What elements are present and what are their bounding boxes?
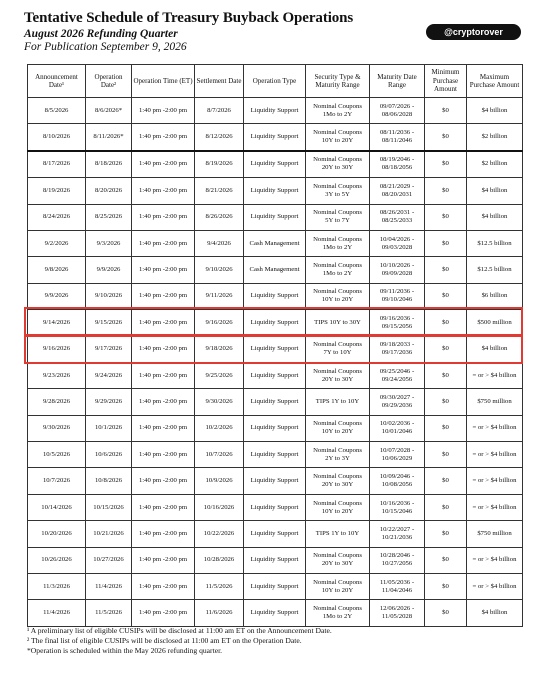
settlement-date-cell: 9/18/2026 (195, 336, 244, 362)
security-type-cell (306, 547, 370, 573)
security-type-line: 10Y to 20Y (321, 507, 354, 515)
maturity-date-line: 09/29/2036 (381, 401, 413, 409)
security-type-line: 3Y to 5Y (325, 190, 350, 198)
table-row (28, 442, 523, 468)
security-type-line: 10Y to 20Y (321, 296, 354, 304)
column-header: Maximum Purchase Amount (467, 65, 523, 98)
maturity-date-line: 10/04/2026 - (379, 235, 415, 243)
security-type-line: Nominal Coupons (313, 288, 362, 296)
maturity-range-cell (370, 494, 425, 520)
table-row (28, 124, 523, 151)
announcement-date-cell: 8/5/2026 (28, 98, 86, 124)
maximum-amount-cell: = or > $4 billion (467, 547, 523, 573)
maturity-range-cell (370, 547, 425, 573)
security-type-line: Nominal Coupons (313, 420, 362, 428)
security-type-line: Nominal Coupons (313, 578, 362, 586)
minimum-amount-cell: $0 (425, 468, 467, 494)
minimum-amount-cell: $0 (425, 494, 467, 520)
maximum-amount-cell: = or > $4 billion (467, 494, 523, 520)
security-type-line: Nominal Coupons (313, 552, 362, 560)
minimum-amount-cell: $0 (425, 178, 467, 204)
announcement-date-cell: 9/30/2026 (28, 415, 86, 441)
operation-type-cell: Liquidity Support (244, 494, 306, 520)
security-type-line: Nominal Coupons (313, 156, 362, 164)
security-type-line: 20Y to 30Y (321, 560, 354, 568)
social-handle-badge: @cryptorover (426, 24, 521, 40)
maturity-date-line: 08/11/2036 - (379, 129, 415, 137)
security-type-line: 20Y to 30Y (321, 481, 354, 489)
operation-type-cell: Liquidity Support (244, 468, 306, 494)
announcement-date-cell: 10/7/2026 (28, 468, 86, 494)
maximum-amount-cell: = or > $4 billion (467, 442, 523, 468)
security-type-cell (306, 574, 370, 600)
operation-time-cell: 1:40 pm -2:00 pm (132, 442, 195, 468)
maturity-range-cell (370, 521, 425, 547)
maturity-date-line: 10/07/2028 - (379, 446, 415, 454)
maturity-date-line: 09/18/2033 - (379, 341, 415, 349)
table-row (28, 415, 523, 441)
security-type-line: Nominal Coupons (313, 367, 362, 375)
security-type-cell (306, 389, 370, 415)
maturity-range-cell (370, 600, 425, 626)
announcement-date-cell: 9/28/2026 (28, 389, 86, 415)
minimum-amount-cell: $0 (425, 574, 467, 600)
announcement-date-cell: 10/20/2026 (28, 521, 86, 547)
announcement-date-cell: 8/17/2026 (28, 151, 86, 178)
security-type-cell (306, 600, 370, 626)
maturity-range-cell (370, 124, 425, 151)
operation-time-cell: 1:40 pm -2:00 pm (132, 415, 195, 441)
maturity-date-line: 12/06/2026 - (379, 605, 415, 613)
announcement-date-cell: 10/5/2026 (28, 442, 86, 468)
security-type-line: 1Mo to 2Y (322, 110, 353, 118)
maturity-range-cell (370, 151, 425, 178)
operation-date-cell: 9/24/2026 (86, 362, 132, 388)
column-header: Announcement Date¹ (28, 65, 86, 98)
security-type-line: Nominal Coupons (313, 446, 362, 454)
minimum-amount-cell: $0 (425, 98, 467, 124)
maturity-date-line: 08/20/2031 (381, 190, 413, 198)
maximum-amount-cell: = or > $4 billion (467, 362, 523, 388)
maturity-range-cell (370, 204, 425, 230)
maturity-date-line: 10/15/2046 (381, 507, 413, 515)
security-type-line: 10Y to 20Y (321, 586, 354, 594)
security-type-cell (306, 442, 370, 468)
security-type-line: 10Y to 20Y (321, 137, 354, 145)
security-type-line: 1Mo to 2Y (322, 613, 353, 621)
maturity-date-line: 10/22/2027 - (379, 525, 415, 533)
security-type-cell (306, 151, 370, 178)
operation-date-cell: 10/6/2026 (86, 442, 132, 468)
operation-date-cell: 10/15/2026 (86, 494, 132, 520)
maturity-range-cell (370, 574, 425, 600)
minimum-amount-cell: $0 (425, 415, 467, 441)
operation-date-cell: 9/15/2026 (86, 310, 132, 336)
minimum-amount-cell: $0 (425, 442, 467, 468)
settlement-date-cell: 9/10/2026 (195, 257, 244, 283)
security-type-line: Nominal Coupons (313, 341, 362, 349)
security-type-line: 20Y to 30Y (321, 164, 354, 172)
settlement-date-cell: 9/11/2026 (195, 283, 244, 309)
security-type-line: Nominal Coupons (313, 102, 362, 110)
security-type-cell (306, 178, 370, 204)
security-type-cell (306, 257, 370, 283)
table-row (28, 151, 523, 178)
settlement-date-cell: 8/19/2026 (195, 151, 244, 178)
security-type-line: 20Y to 30Y (321, 375, 354, 383)
maximum-amount-cell: $4 billion (467, 336, 523, 362)
security-type-line: TIPS 1Y to 10Y (315, 397, 360, 405)
maturity-date-line: 09/17/2036 (381, 349, 413, 357)
security-type-cell (306, 283, 370, 309)
table-row (28, 283, 523, 309)
security-type-cell (306, 362, 370, 388)
security-type-line: TIPS 10Y to 30Y (314, 318, 361, 326)
settlement-date-cell: 8/26/2026 (195, 204, 244, 230)
operation-time-cell: 1:40 pm -2:00 pm (132, 98, 195, 124)
footnote: ¹ A preliminary list of eligible CUSIPs will be disclosed at 11:00 am ET on the Announcement Date. (27, 626, 332, 635)
minimum-amount-cell: $0 (425, 310, 467, 336)
maturity-date-line: 10/09/2046 - (379, 473, 415, 481)
minimum-amount-cell: $0 (425, 124, 467, 151)
maturity-date-line: 09/03/2028 (381, 243, 413, 251)
operation-date-cell: 11/5/2026 (86, 600, 132, 626)
settlement-date-cell: 11/6/2026 (195, 600, 244, 626)
settlement-date-cell: 9/25/2026 (195, 362, 244, 388)
operation-date-cell: 9/10/2026 (86, 283, 132, 309)
announcement-date-cell: 11/4/2026 (28, 600, 86, 626)
maturity-date-line: 09/25/2046 - (379, 367, 415, 375)
table-row (28, 574, 523, 600)
table-row (28, 178, 523, 204)
announcement-date-cell: 9/2/2026 (28, 230, 86, 256)
operation-type-cell: Liquidity Support (244, 574, 306, 600)
operation-type-cell: Liquidity Support (244, 98, 306, 124)
publication-date: For Publication September 9, 2026 (24, 41, 187, 53)
security-type-line: Nominal Coupons (313, 129, 362, 137)
maturity-date-line: 11/05/2028 (381, 613, 413, 621)
announcement-date-cell: 9/14/2026 (28, 310, 86, 336)
table-row (28, 230, 523, 256)
minimum-amount-cell: $0 (425, 257, 467, 283)
security-type-cell (306, 204, 370, 230)
settlement-date-cell: 10/16/2026 (195, 494, 244, 520)
column-header: Operation Type (244, 65, 306, 98)
security-type-line: 1Mo to 2Y (322, 270, 353, 278)
operation-type-cell: Liquidity Support (244, 283, 306, 309)
column-header: Security Type & Maturity Range (306, 65, 370, 98)
maturity-date-line: 08/18/2056 (381, 164, 413, 172)
column-header: Operation Time (ET) (132, 65, 195, 98)
maximum-amount-cell: $4 billion (467, 600, 523, 626)
operation-time-cell: 1:40 pm -2:00 pm (132, 362, 195, 388)
settlement-date-cell: 8/12/2026 (195, 124, 244, 151)
operation-time-cell: 1:40 pm -2:00 pm (132, 494, 195, 520)
operation-date-cell: 8/25/2026 (86, 204, 132, 230)
table-row (28, 98, 523, 124)
minimum-amount-cell: $0 (425, 283, 467, 309)
document-title: Tentative Schedule of Treasury Buyback Operations (24, 10, 354, 26)
settlement-date-cell: 9/4/2026 (195, 230, 244, 256)
security-type-line: Nominal Coupons (313, 182, 362, 190)
operation-date-cell: 9/29/2026 (86, 389, 132, 415)
security-type-line: Nominal Coupons (313, 235, 362, 243)
operation-time-cell: 1:40 pm -2:00 pm (132, 600, 195, 626)
operation-type-cell: Liquidity Support (244, 178, 306, 204)
announcement-date-cell: 8/19/2026 (28, 178, 86, 204)
operation-time-cell: 1:40 pm -2:00 pm (132, 230, 195, 256)
settlement-date-cell: 10/7/2026 (195, 442, 244, 468)
settlement-date-cell: 11/5/2026 (195, 574, 244, 600)
maturity-range-cell (370, 98, 425, 124)
operation-time-cell: 1:40 pm -2:00 pm (132, 283, 195, 309)
minimum-amount-cell: $0 (425, 151, 467, 178)
maturity-range-cell (370, 230, 425, 256)
maturity-date-line: 10/02/2036 - (379, 420, 415, 428)
operation-time-cell: 1:40 pm -2:00 pm (132, 204, 195, 230)
table-row (28, 310, 523, 336)
security-type-cell (306, 124, 370, 151)
table-row (28, 257, 523, 283)
operation-type-cell: Liquidity Support (244, 310, 306, 336)
maturity-date-line: 09/15/2056 (381, 322, 413, 330)
maximum-amount-cell: $2 billion (467, 151, 523, 178)
operation-type-cell: Liquidity Support (244, 600, 306, 626)
operation-type-cell: Liquidity Support (244, 124, 306, 151)
operation-time-cell: 1:40 pm -2:00 pm (132, 336, 195, 362)
maturity-date-line: 10/16/2036 - (379, 499, 415, 507)
table-row (28, 600, 523, 626)
operation-date-cell: 10/27/2026 (86, 547, 132, 573)
maturity-range-cell (370, 389, 425, 415)
minimum-amount-cell: $0 (425, 362, 467, 388)
operation-type-cell: Liquidity Support (244, 415, 306, 441)
buyback-schedule-table (27, 64, 523, 627)
maturity-date-line: 09/30/2027 - (379, 393, 415, 401)
maximum-amount-cell: $2 billion (467, 124, 523, 151)
minimum-amount-cell: $0 (425, 389, 467, 415)
maximum-amount-cell: = or > $4 billion (467, 574, 523, 600)
operation-type-cell: Liquidity Support (244, 442, 306, 468)
maximum-amount-cell: $500 million (467, 310, 523, 336)
minimum-amount-cell: $0 (425, 521, 467, 547)
column-header: Settlement Date (195, 65, 244, 98)
maximum-amount-cell: = or > $4 billion (467, 415, 523, 441)
minimum-amount-cell: $0 (425, 600, 467, 626)
security-type-cell (306, 336, 370, 362)
maturity-range-cell (370, 468, 425, 494)
table-row (28, 389, 523, 415)
maturity-date-line: 10/08/2056 (381, 481, 413, 489)
operation-time-cell: 1:40 pm -2:00 pm (132, 468, 195, 494)
operation-date-cell: 8/11/2026* (86, 124, 132, 151)
table-row (28, 521, 523, 547)
security-type-line: 5Y to 7Y (325, 217, 350, 225)
maturity-date-line: 10/28/2046 - (379, 552, 415, 560)
operation-time-cell: 1:40 pm -2:00 pm (132, 310, 195, 336)
maximum-amount-cell: $750 million (467, 521, 523, 547)
table-body (28, 98, 523, 627)
operation-time-cell: 1:40 pm -2:00 pm (132, 178, 195, 204)
operation-type-cell: Liquidity Support (244, 521, 306, 547)
column-header: Maturity Date Range (370, 65, 425, 98)
operation-time-cell: 1:40 pm -2:00 pm (132, 521, 195, 547)
maximum-amount-cell: $4 billion (467, 204, 523, 230)
table-header-row (28, 65, 523, 98)
maturity-date-line: 11/04/2046 (381, 586, 413, 594)
maturity-date-line: 08/19/2046 - (379, 156, 415, 164)
announcement-date-cell: 10/14/2026 (28, 494, 86, 520)
settlement-date-cell: 9/30/2026 (195, 389, 244, 415)
maturity-date-line: 08/06/2028 (381, 110, 413, 118)
maturity-range-cell (370, 415, 425, 441)
maturity-range-cell (370, 178, 425, 204)
maximum-amount-cell: $750 million (467, 389, 523, 415)
security-type-cell (306, 230, 370, 256)
security-type-cell (306, 521, 370, 547)
maturity-date-line: 09/07/2026 - (379, 102, 415, 110)
announcement-date-cell: 11/3/2026 (28, 574, 86, 600)
maturity-date-line: 08/21/2029 - (379, 182, 415, 190)
security-type-cell (306, 415, 370, 441)
operation-type-cell: Cash Management (244, 257, 306, 283)
maturity-date-line: 10/01/2046 (381, 428, 413, 436)
operation-time-cell: 1:40 pm -2:00 pm (132, 257, 195, 283)
security-type-cell (306, 468, 370, 494)
maturity-range-cell (370, 283, 425, 309)
maturity-range-cell (370, 362, 425, 388)
operation-date-cell: 10/8/2026 (86, 468, 132, 494)
security-type-line: TIPS 1Y to 10Y (315, 529, 360, 537)
settlement-date-cell: 10/22/2026 (195, 521, 244, 547)
security-type-line: Nominal Coupons (313, 499, 362, 507)
maximum-amount-cell: $4 billion (467, 178, 523, 204)
operation-date-cell: 11/4/2026 (86, 574, 132, 600)
maturity-date-line: 10/21/2036 (381, 533, 413, 541)
operation-type-cell: Liquidity Support (244, 362, 306, 388)
operation-time-cell: 1:40 pm -2:00 pm (132, 151, 195, 178)
settlement-date-cell: 9/16/2026 (195, 310, 244, 336)
maturity-date-line: 11/05/2036 - (379, 578, 415, 586)
maturity-date-line: 08/26/2031 - (379, 209, 415, 217)
maturity-date-line: 08/25/2033 (381, 217, 413, 225)
table-row (28, 204, 523, 230)
footnote: *Operation is scheduled within the May 2026 refunding quarter. (27, 646, 223, 655)
security-type-line: Nominal Coupons (313, 262, 362, 270)
operation-type-cell: Liquidity Support (244, 389, 306, 415)
maturity-date-line: 08/11/2046 (381, 137, 413, 145)
settlement-date-cell: 10/28/2026 (195, 547, 244, 573)
maturity-date-line: 09/10/2046 (381, 296, 413, 304)
footnote: ² The final list of eligible CUSIPs will be disclosed at 11:00 am ET on the Operation Date. (27, 636, 302, 645)
maturity-date-line: 09/24/2056 (381, 375, 413, 383)
table-row (28, 362, 523, 388)
minimum-amount-cell: $0 (425, 547, 467, 573)
security-type-line: 7Y to 10Y (323, 349, 352, 357)
operation-date-cell: 9/17/2026 (86, 336, 132, 362)
announcement-date-cell: 9/23/2026 (28, 362, 86, 388)
column-header: Minimum Purchase Amount (425, 65, 467, 98)
minimum-amount-cell: $0 (425, 336, 467, 362)
minimum-amount-cell: $0 (425, 230, 467, 256)
maximum-amount-cell: $4 billion (467, 98, 523, 124)
announcement-date-cell: 9/16/2026 (28, 336, 86, 362)
maturity-range-cell (370, 257, 425, 283)
announcement-date-cell: 9/9/2026 (28, 283, 86, 309)
maximum-amount-cell: $12.5 billion (467, 230, 523, 256)
maturity-date-line: 10/10/2026 - (379, 262, 415, 270)
security-type-line: 1Mo to 2Y (322, 243, 353, 251)
operation-date-cell: 8/18/2026 (86, 151, 132, 178)
settlement-date-cell: 10/2/2026 (195, 415, 244, 441)
table-row (28, 336, 523, 362)
operation-type-cell: Liquidity Support (244, 547, 306, 573)
settlement-date-cell: 10/9/2026 (195, 468, 244, 494)
table-row (28, 468, 523, 494)
operation-date-cell: 9/9/2026 (86, 257, 132, 283)
maturity-date-line: 10/27/2056 (381, 560, 413, 568)
maturity-range-cell (370, 442, 425, 468)
maturity-date-line: 09/16/2036 - (379, 314, 415, 322)
operation-time-cell: 1:40 pm -2:00 pm (132, 389, 195, 415)
announcement-date-cell: 8/24/2026 (28, 204, 86, 230)
operation-type-cell: Liquidity Support (244, 336, 306, 362)
settlement-date-cell: 8/7/2026 (195, 98, 244, 124)
operation-date-cell: 9/3/2026 (86, 230, 132, 256)
operation-type-cell: Liquidity Support (244, 151, 306, 178)
table-row (28, 494, 523, 520)
maturity-date-line: 09/09/2028 (381, 270, 413, 278)
operation-type-cell: Liquidity Support (244, 204, 306, 230)
announcement-date-cell: 8/10/2026 (28, 124, 86, 151)
announcement-date-cell: 9/8/2026 (28, 257, 86, 283)
announcement-date-cell: 10/26/2026 (28, 547, 86, 573)
column-header: Operation Date² (86, 65, 132, 98)
security-type-line: Nominal Coupons (313, 605, 362, 613)
operation-time-cell: 1:40 pm -2:00 pm (132, 574, 195, 600)
operation-date-cell: 10/21/2026 (86, 521, 132, 547)
maturity-date-line: 10/06/2029 (381, 454, 413, 462)
maximum-amount-cell: $6 billion (467, 283, 523, 309)
maturity-range-cell (370, 336, 425, 362)
maturity-range-cell (370, 310, 425, 336)
security-type-line: 10Y to 20Y (321, 428, 354, 436)
operation-date-cell: 10/1/2026 (86, 415, 132, 441)
minimum-amount-cell: $0 (425, 204, 467, 230)
document-subtitle: August 2026 Refunding Quarter (24, 28, 178, 40)
operation-time-cell: 1:40 pm -2:00 pm (132, 547, 195, 573)
security-type-cell (306, 310, 370, 336)
operation-type-cell: Cash Management (244, 230, 306, 256)
security-type-line: 2Y to 3Y (325, 454, 350, 462)
operation-date-cell: 8/6/2026* (86, 98, 132, 124)
maximum-amount-cell: $12.5 billion (467, 257, 523, 283)
security-type-line: Nominal Coupons (313, 473, 362, 481)
settlement-date-cell: 8/21/2026 (195, 178, 244, 204)
maximum-amount-cell: = or > $4 billion (467, 468, 523, 494)
security-type-cell (306, 494, 370, 520)
table-row (28, 547, 523, 573)
maturity-date-line: 09/11/2036 - (379, 288, 415, 296)
security-type-line: Nominal Coupons (313, 209, 362, 217)
security-type-cell (306, 98, 370, 124)
operation-time-cell: 1:40 pm -2:00 pm (132, 124, 195, 151)
operation-date-cell: 8/20/2026 (86, 178, 132, 204)
